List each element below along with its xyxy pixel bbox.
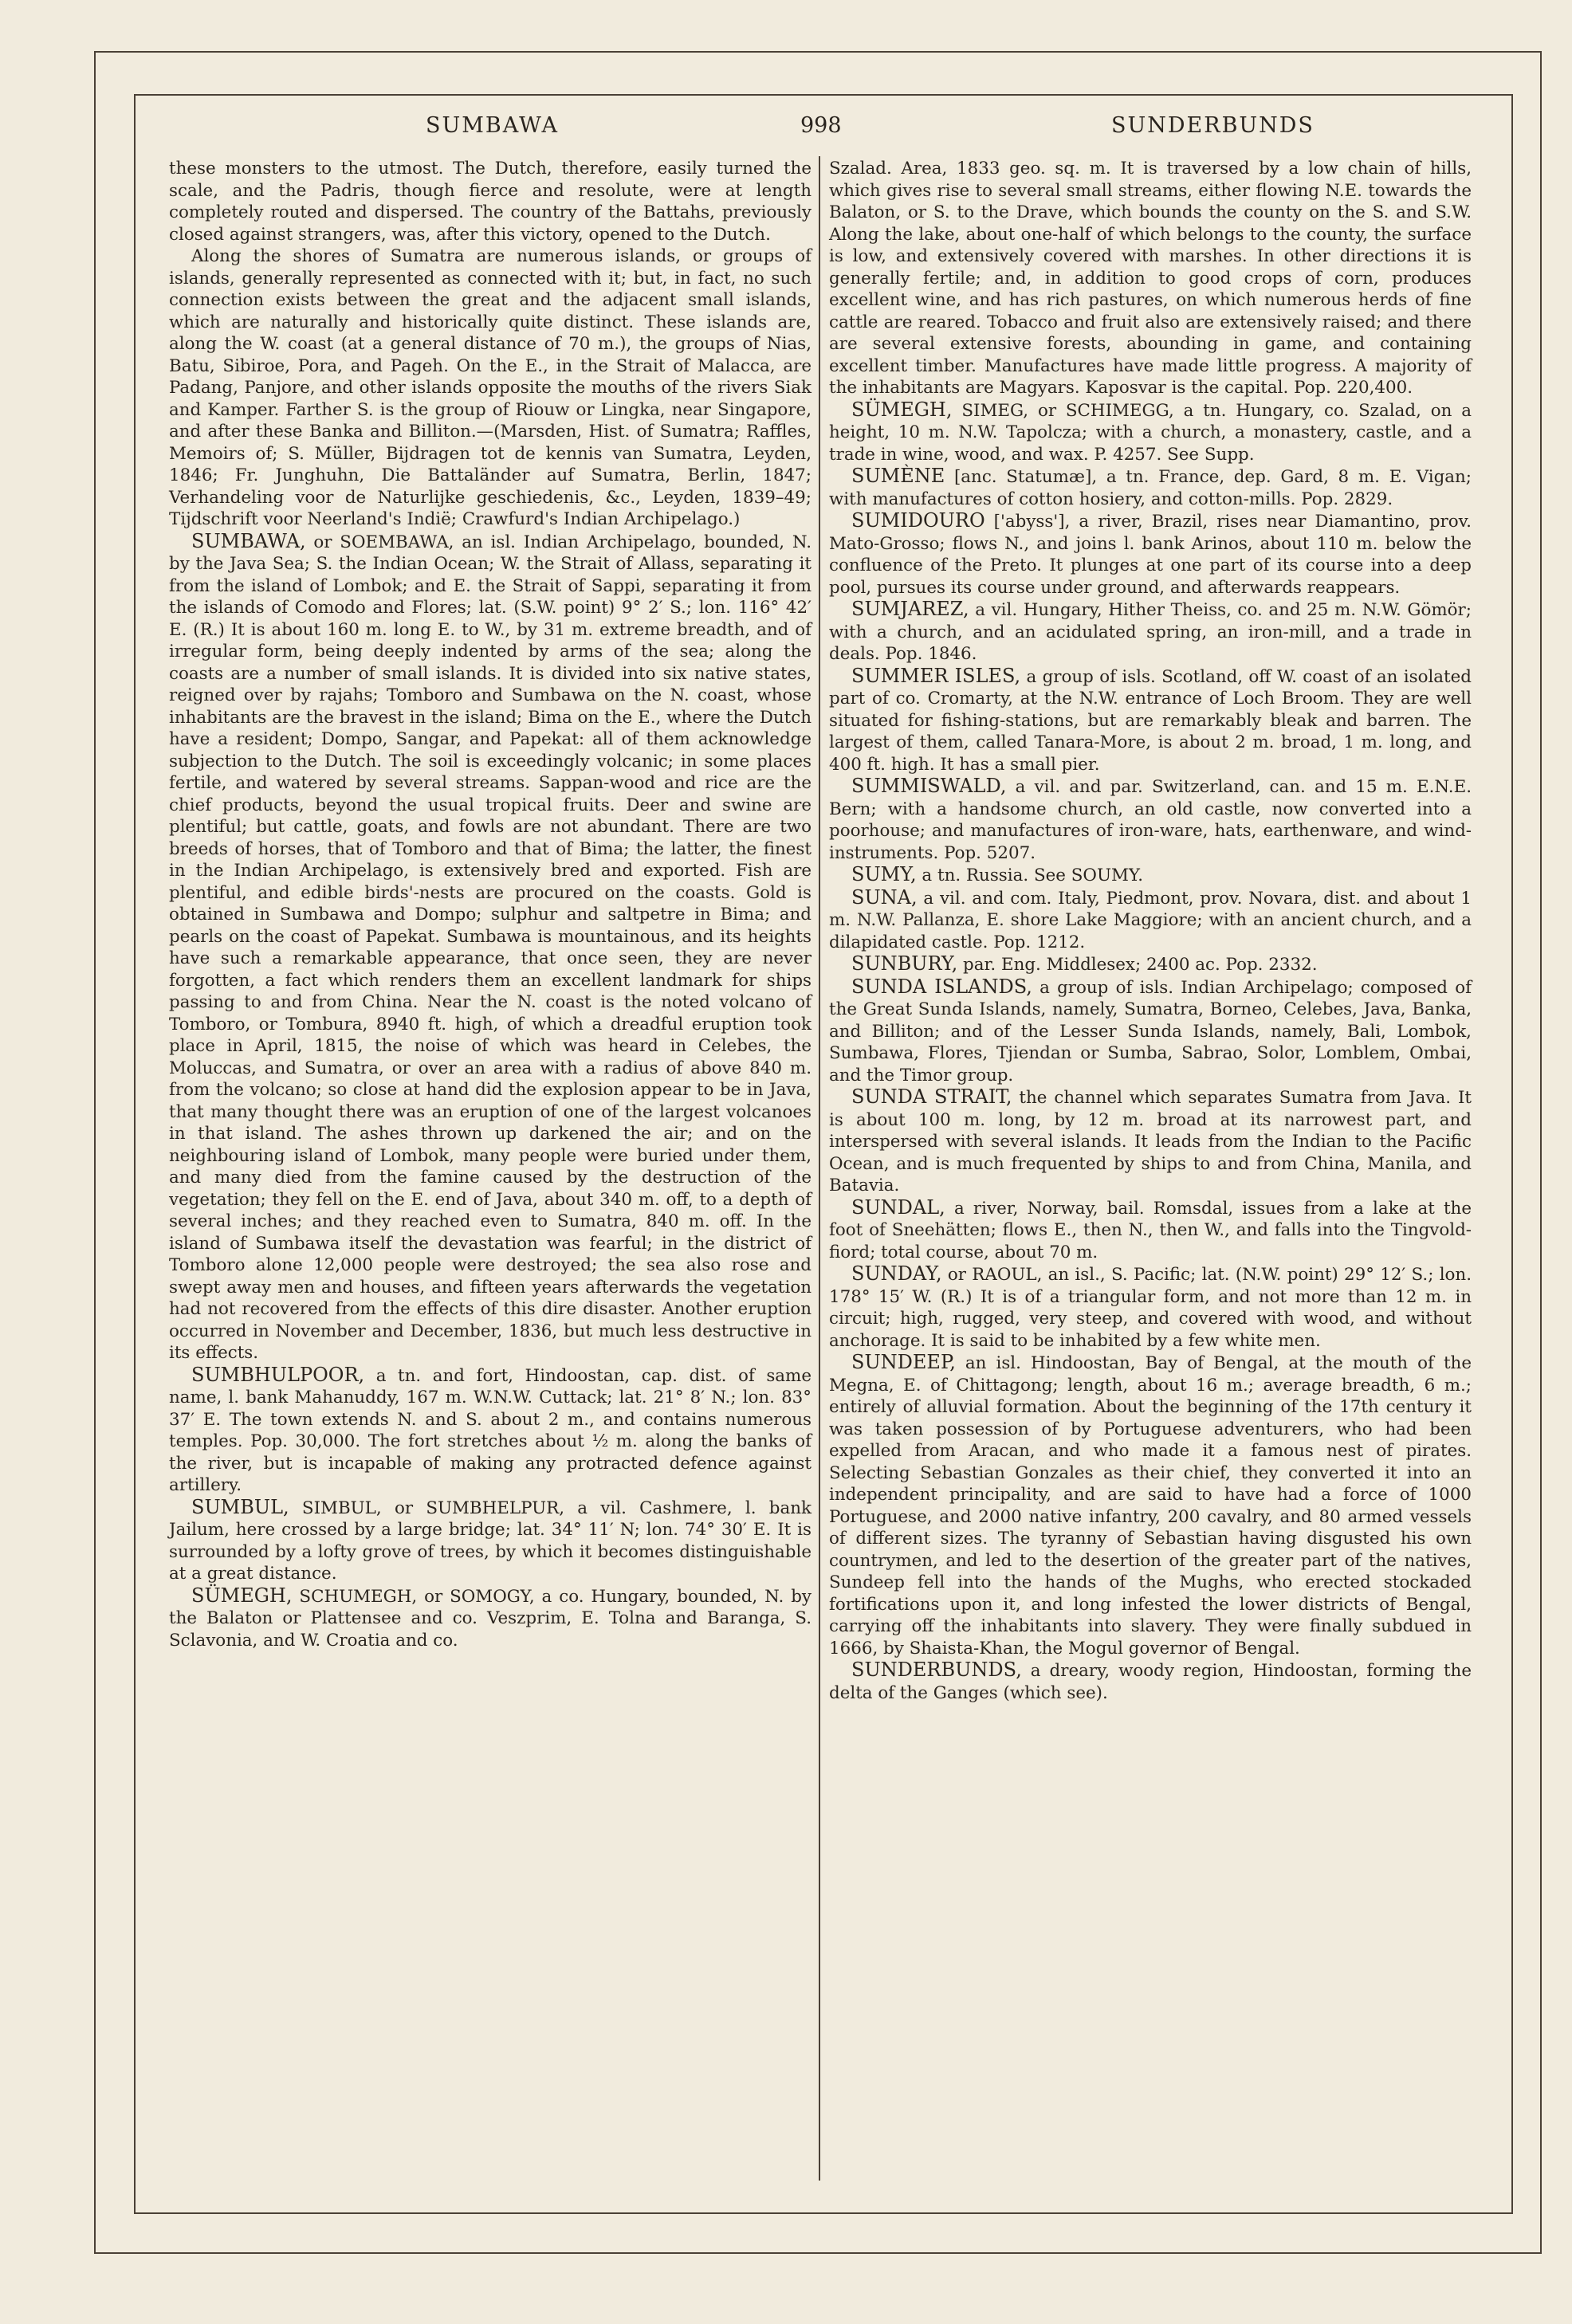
entry-headword: SUMBAWA, xyxy=(191,529,306,552)
entry-paragraph xyxy=(829,510,1472,599)
entry-paragraph xyxy=(169,531,812,1364)
entry-text: ['abyss'], a river, Brazil, rises near Diamantino, prov. Mato-Grosso; flows N., and joins l. bank Arinos, about 110 m. below the confluence of the Preto. It plunges at one part of its course into a deep pool, pursues its course under ground, and afterwards reappears. xyxy=(829,512,1472,598)
entry-text: a tn. Russia. See SOUMY. xyxy=(916,866,1144,885)
entry-headword: SUNDAL, xyxy=(851,1195,945,1219)
entry-text: par. Eng. Middlesex; 2400 ac. Pop. 2332. xyxy=(957,955,1318,975)
entry-headword: SUNBURY, xyxy=(851,952,958,975)
right-column xyxy=(829,158,1472,2158)
entry-paragraph xyxy=(169,158,812,245)
entry-paragraph xyxy=(829,1352,1472,1659)
entry-headword: SUNDAY, xyxy=(851,1262,942,1285)
entry-text: a tn. and fort, Hindoostan, cap. dist. of same name, l. bank Mahanuddy, 167 m. W.N.W. Cuttack; lat. 21° 8′ N.; lon. 83° 37′ E. The town extends N. and S. about 2 m., and contains numerous temples. Pop. 30,000. The fort stretches about ½ m. along the banks of the river, but is incapable of making any protracted defence against artillery. xyxy=(169,1365,812,1495)
entry-paragraph xyxy=(169,1585,812,1652)
header-right-word: SUNDERBUNDS xyxy=(1111,113,1315,138)
entry-paragraph xyxy=(829,1263,1472,1352)
entry-headword: SUNA, xyxy=(851,885,918,909)
entry-paragraph xyxy=(829,775,1472,864)
entry-paragraph xyxy=(829,887,1472,954)
header-left-word: SUMBAWA xyxy=(426,113,560,138)
entry-text: SIMBUL, or SUMBHELPUR, a vil. Cashmere, l. bank Jailum, here crossed by a large bridge; lat. 34° 11′ N; lon. 74° 30′ E. It is surrounded by a lofty grove of trees, by which it becomes distinguishable at a great distance. xyxy=(169,1498,812,1584)
entry-paragraph xyxy=(829,864,1472,887)
entry-paragraph xyxy=(829,1086,1472,1197)
entry-headword: SUMY, xyxy=(851,863,917,885)
entry-headword: SUNDA STRAIT, xyxy=(851,1085,1012,1108)
entry-paragraph xyxy=(169,1497,812,1585)
entry-text: a group of isls. Indian Archipelago; composed of the Great Sunda Islands, namely, Sumatra, Borneo, Celebes, Java, Banka, and Billiton; and of the Lesser Sunda Islands, namely, Bali, Lombok, Sumbawa, Flores, Tjiendan or Sumba, Sabrao, Solor, Lomblem, Ombai, and the Timor group. xyxy=(829,977,1472,1085)
entry-text: a vil. and par. Switzerland, can. and 15 m. E.N.E. Bern; with a handsome church, an old castle, now converted into a poorhouse; and manufactures of iron-ware, hats, earthenware, and wind-instruments. Pop. 5207. xyxy=(829,777,1472,863)
entry-text: a group of isls. Scotland, off W. coast of an isolated part of co. Cromarty, at the N.W. entrance of Loch Broom. They are well situated for fishing-stations, but are remarkably bleak and barren. The largest of them, called Tanara-More, is about 2 m. broad, 1 m. long, and 400 ft. high. It has a small pier. xyxy=(829,666,1472,775)
page-number: 998 xyxy=(800,113,842,138)
entry-text: a vil. and com. Italy, Piedmont, prov. Novara, dist. and about 1 m. N.W. Pallanza, E. shore Lake Maggiore; with an ancient church, and a dilapidated castle. Pop. 1212. xyxy=(829,888,1472,952)
entry-text: a vil. Hungary, Hither Theiss, co. and 25 m. N.W. Gömör; with a church, and an acidulated spring, an iron-mill, and a trade in deals. Pop. 1846. xyxy=(829,600,1472,664)
entry-headword: SUMIDOURO xyxy=(851,509,985,532)
entry-paragraph xyxy=(829,465,1472,510)
entry-paragraph xyxy=(829,1197,1472,1264)
entry-headword: SUNDA ISLANDS, xyxy=(851,975,1032,998)
entry-headword: SUMMER ISLES, xyxy=(851,664,1021,687)
entry-headword: SÜMEGH, xyxy=(191,1584,293,1607)
entry-headword: SUMJAREZ, xyxy=(851,598,969,620)
entry-text: a dreary, woody region, Hindoostan, forming the delta of the Ganges (which see). xyxy=(829,1661,1472,1703)
entry-headword: SÜMEGH, xyxy=(851,398,953,421)
entry-text: these monsters to the utmost. The Dutch, therefore, easily turned the scale, and the Padris, though fierce and resolute, were at length completely routed and dispersed. The country of the Battahs, previously closed against strangers, was, after this victory, opened to the Dutch. xyxy=(169,159,812,245)
entry-paragraph xyxy=(829,1659,1472,1704)
entry-text: SIMEG, or SCHIMEGG, a tn. Hungary, co. Szalad, on a height, 10 m. N.W. Tapolcza; with a church, a monastery, castle, and a trade in wine, wood, and wax. P. 4257. See Supp. xyxy=(829,400,1472,465)
entry-text: [anc. Statumæ], a tn. France, dep. Gard, 8 m. E. Vigan; with manufactures of cotton hosiery, and cotton-mills. Pop. 2829. xyxy=(829,467,1472,509)
entry-headword: SUMBHULPOOR, xyxy=(191,1363,365,1386)
entry-paragraph xyxy=(829,399,1472,466)
entry-headword: SUMMISWALD, xyxy=(851,775,1007,797)
running-header xyxy=(147,105,1497,145)
entry-headword: SUMÈNE xyxy=(851,465,945,487)
entry-paragraph xyxy=(829,953,1472,976)
entry-headword: SUNDERBUNDS, xyxy=(851,1659,1022,1681)
entry-paragraph xyxy=(829,599,1472,665)
entry-headword: SUNDEEP, xyxy=(851,1351,956,1373)
entry-headword: SUMBUL, xyxy=(191,1495,289,1518)
entry-text: or SOEMBAWA, an isl. Indian Archipelago, bounded, N. by the Java Sea; S. the Indian Ocean; W. the Strait of Allass, separating it from the island of Lombok; and E. the Strait of Sappi, separating it from the islands of Comodo and Flores; lat. (S.W. point) 9° 2′ S.; lon. 116° 42′ E. (R.) It is about 160 m. long E. to W., by 31 m. extreme breadth, and of irregular form, being deeply indented by arms of the sea; along the coasts are a number of small islands. It is divided into six native states, reigned over by rajahs; Tomboro and Sumbawa on the N. coast, whose inhabitants are the bravest in the island; Bima on the E., where the Dutch have a resident; Dompo, Sangar, and Papekat: all of them acknowledge subjection to the Dutch. The soil is exceedingly volcanic; in some places fertile, and watered by several streams. Sappan-wood and rice are the chief products, beyond the usual tropical fruits. Deer and swine are plentiful; but cattle, goats, and fowls are not abundant. There are two breeds of horses, that of Tomboro and that of Bima; the latter, the finest in the Indian Archipelago, is extensively bred and exported. Fish are plentiful, and edible birds'-nests are procured on the coasts. Gold is obtained in Sumbawa and Dompo; sulphur and saltpetre in Bima; and pearls on the coast of Papekat. Sumbawa is mountainous, and its heights have such a remarkable appearance, that once seen, they are never forgotten, a fact which renders them an excellent landmark for ships passing to and from China. Near the N. coast is the noted volcano of Tomboro, or Tombura, 8940 ft. high, of which a dreadful eruption took place in April, 1815, the noise of which was heard in Celebes, the Moluccas, and Sumatra, or over an area with a radius of above 840 m. from the volcano; so close at hand did the explosion appear to be in Java, that many thought there was an eruption of one of the largest volcanoes in that island. The ashes thrown up darkened the air; and on the neighbouring island of Lombok, many people were buried under them, and many died from the famine caused by the destruction of the vegetation; they fell on the E. end of Java, about 340 m. off, to a depth of several inches; and they reached even to Sumatra, 840 m. off. In the island of Sumbawa itself the devastation was fearful; in the district of Tomboro alone 12,000 people were destroyed; the sea also rose and swept away men and houses, and fifteen years afterwards the vegetation had not recovered from the effects of this dire disaster. Another eruption occurred in November and December, 1836, but much less destructive in its effects. xyxy=(169,532,812,1363)
entry-text: or RAOUL, an isl., S. Pacific; lat. (N.W. point) 29° 12′ S.; lon. 178° 15′ W. (R.) It is of a triangular form, and not more than 12 m. in circuit; high, rugged, very steep, and covered with wood, and without anchorage. It is said to be inhabited by a few white men. xyxy=(829,1265,1472,1351)
entry-paragraph xyxy=(169,245,812,531)
entry-text: Along the shores of Sumatra are numerous islands, or groups of islands, generally represented as connected with it; but, in fact, no such connection exists between the great and the adjacent small islands, which are naturally and historically quite distinct. These islands are, along the W. coast (at a general distance of 70 m.), the groups of Nias, Batu, Sibiroe, Pora, and Pageh. On the E., in the Strait of Malacca, are Padang, Panjore, and other islands opposite the mouths of the rivers Siak and Kamper. Farther S. is the group of Riouw or Lingka, near Singapore, and after these Banka and Billiton.—(Marsden, Hist. of Sumatra; Raffles, Memoirs of; S. Müller, Bijdragen tot de kennis van Sumatra, Leyden, 1846; Fr. Junghuhn, Die Battaländer auf Sumatra, Berlin, 1847; Verhandeling voor de Naturlijke geschiedenis, &c., Leyden, 1839–49; Tijdschrift voor Neerland's Indië; Crawfurd's Indian Archipelago.) xyxy=(169,246,812,529)
entry-paragraph xyxy=(169,1364,812,1497)
entry-text: an isl. Hindoostan, Bay of Bengal, at the mouth of the Megna, E. of Chittagong; length, about 16 m.; average breadth, 6 m.; entirely of alluvial formation. About the beginning of the 17th century it was taken possession of by Portuguese adventurers, who had been expelled from Aracan, and who made it a famous nest of pirates. Selecting Sebastian Gonzales as their chief, they converted it into an independent principality, and are said to have had a force of 1000 Portuguese, and 2000 native infantry, 200 cavalry, and 80 armed vessels of different sizes. The tyranny of Sebastian having disgusted his own countrymen, and led to the desertion of the greater part of the natives, Sundeep fell into the hands of the Mughs, who erected stockaded fortifications upon it, and long infested the lower districts of Bengal, carrying off the inhabitants into slavery. They were finally subdued in 1666, by Shaista-Khan, the Mogul governor of Bengal. xyxy=(829,1353,1472,1659)
entry-text: a river, Norway, bail. Romsdal, issues from a lake at the foot of Sneehätten; flows E., then N., then W., and falls into the Tingvold-fiord; total course, about 70 m. xyxy=(829,1198,1472,1262)
entry-paragraph xyxy=(829,976,1472,1087)
entry-text: the channel which separates Sumatra from Java. It is about 100 m. long, by 12 m. broad at its narrowest part, and interspersed with several islands. It leads from the Indian to the Pacific Ocean, and is much frequented by ships to and from China, Manila, and Batavia. xyxy=(829,1088,1472,1195)
entry-text: SCHUMEGH, or SOMOGY, a co. Hungary, bounded, N. by the Balaton or Plattensee and co. Veszprim, E. Tolna and Baranga, S. Sclavonia, and W. Croatia and co. xyxy=(169,1586,812,1651)
column-divider xyxy=(819,156,820,2181)
entry-text: Szalad. Area, 1833 geo. sq. m. It is traversed by a low chain of hills, which gives rise to several small streams, either flowing N.E. towards the Balaton, or S. to the Drave, which bounds the county on the S. and S.W. Along the lake, about one-half of which belongs to the county, the surface is low, and extensively covered with marshes. In other directions it is generally fertile; and, in addition to good crops of corn, produces excellent wine, and has rich pastures, on which numerous herds of fine cattle are reared. Tobacco and fruit also are extensively raised; and there are several extensive forests, abounding in game, and containing excellent timber. Manufactures have made little progress. A majority of the inhabitants are Magyars. Kaposvar is the capital. Pop. 220,400. xyxy=(829,159,1472,398)
left-column xyxy=(169,158,812,2158)
entry-paragraph xyxy=(829,158,1472,399)
entry-paragraph xyxy=(829,665,1472,776)
